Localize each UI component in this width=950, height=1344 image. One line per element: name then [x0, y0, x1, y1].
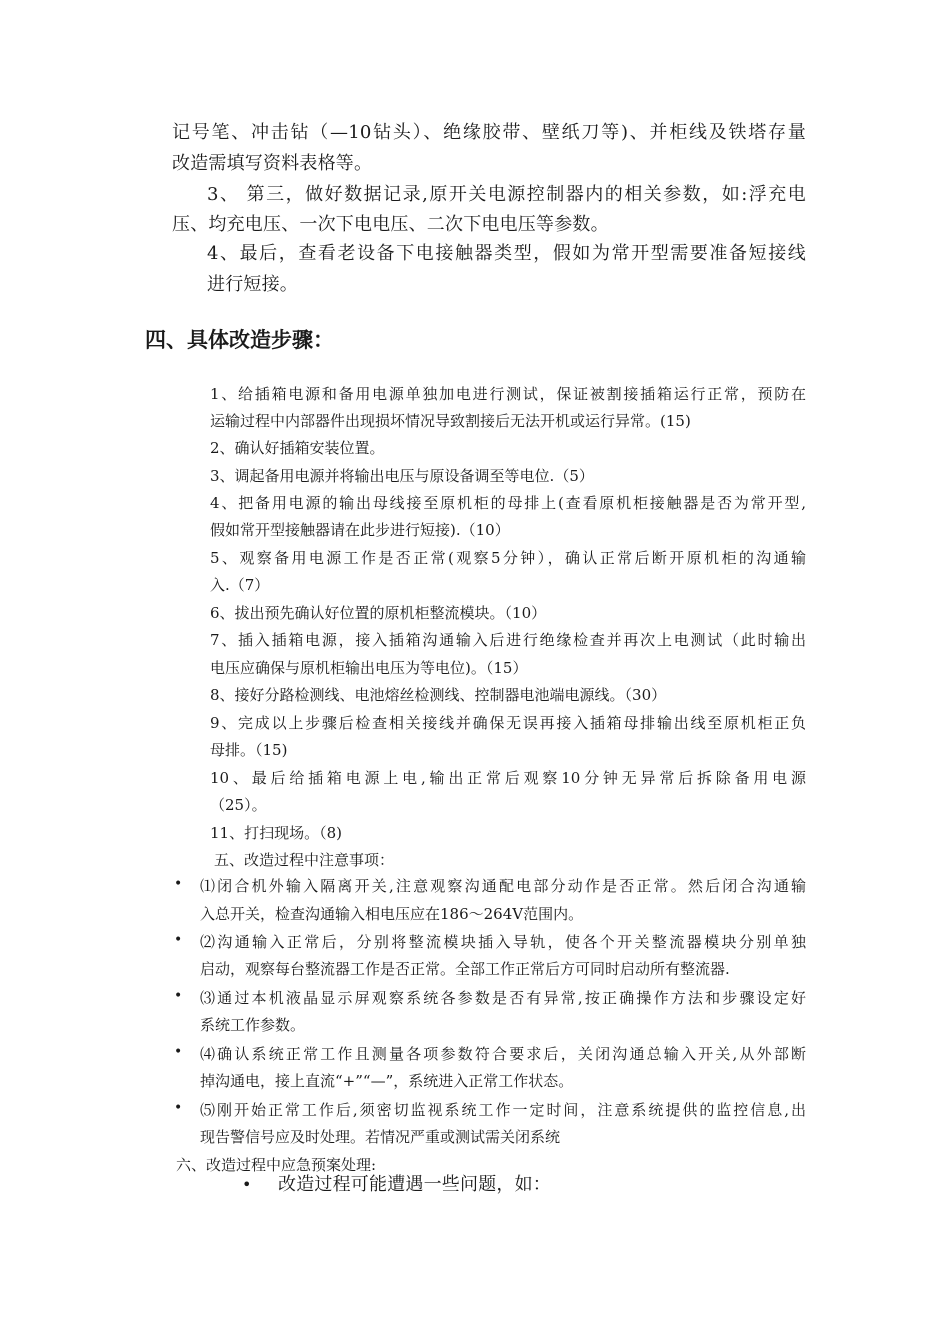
step-line: 10、最后给插箱电源上电,输出正常后观察10分钟无异常后拆除备用电源 — [210, 769, 806, 787]
caution-line: 启动，观察每台整流器工作是否正常。全部工作正常后方可同时启动所有整流器. — [200, 960, 730, 978]
caution-line: ⑵沟通输入正常后，分别将整流模块插入导轨，使各个开关整流器模块分别单独 — [200, 933, 806, 951]
bullet-icon: • — [174, 1044, 183, 1060]
section-4-heading: 四、具体改造步骤： — [145, 328, 334, 352]
step-line: 7、插入插箱电源，接入插箱沟通输入后进行绝缘检查并再次上电测试（此时输出 — [210, 631, 806, 649]
step-line: 假如常开型接触器请在此步进行短接).（10） — [210, 521, 510, 539]
bullet-icon: • — [174, 876, 183, 892]
caution-line: ⑷确认系统正常工作且测量各项参数符合要求后，关闭沟通总输入开关,从外部断 — [200, 1045, 806, 1063]
item-4-line-2: 进行短接。 — [207, 274, 298, 295]
step-line: 母排。（15) — [210, 741, 288, 759]
caution-line: 系统工作参数。 — [200, 1016, 306, 1034]
section-6-heading: 六、改造过程中应急预案处理: — [176, 1156, 377, 1174]
materials-line-1: 记号笔、冲击钻（—10钻头）、绝缘胶带、壁纸刀等)、并柜线及铁塔存量 — [172, 122, 806, 143]
item-4-line-1: 4、最后，查看老设备下电接触器类型，假如为常开型需要准备短接线 — [207, 243, 806, 264]
step-line: 电压应确保与原机柜输出电压为等电位)。（15） — [210, 659, 528, 677]
caution-line: ⑶通过本机液晶显示屏观察系统各参数是否有异常,按正确操作方法和步骤设定好 — [200, 989, 806, 1007]
bullet-icon: • — [174, 1100, 183, 1116]
bullet-icon: • — [174, 932, 183, 948]
caution-line: 入总开关，检查沟通输入相电压应在186～264V范围内。 — [200, 905, 584, 923]
step-line: 1、给插箱电源和备用电源单独加电进行测试，保证被割接插箱运行正常，预防在 — [210, 385, 806, 403]
step-line: 3、调起备用电源并将输出电压与原设备调至等电位.（5） — [210, 467, 594, 485]
bullet-icon: • — [174, 988, 183, 1004]
bullet-icon: • — [242, 1175, 252, 1194]
step-line: （25）。 — [210, 796, 267, 814]
caution-line: 掉沟通电，接上直流“+”“—”，系统进入正常工作状态。 — [200, 1072, 574, 1090]
step-line: 5、观察备用电源工作是否正常(观察5分钟），确认正常后断开原机柜的沟通输 — [210, 549, 806, 567]
materials-line-2: 改造需填写资料表格等。 — [172, 153, 373, 174]
step-line: 入.（7） — [210, 576, 270, 594]
step-line: 11、打扫现场。（8) — [210, 824, 342, 842]
contingency-item: 改造过程可能遭遇一些问题，如： — [278, 1174, 551, 1195]
step-line: 2、确认好插箱安装位置。 — [210, 439, 385, 457]
step-line: 8、接好分路检测线、电池熔丝检测线、控制器电池端电源线。（30） — [210, 686, 667, 704]
step-line: 运输过程中内部器件出现损坏情况导致割接后无法开机或运行异常。(15) — [210, 412, 691, 430]
step-line: 6、拔出预先确认好位置的原机柜整流模块。（10） — [210, 604, 547, 622]
caution-line: ⑸刚开始正常工作后,须密切监视系统工作一定时间，注意系统提供的监控信息,出 — [200, 1101, 806, 1119]
item-3-line-2: 压、均充电压、一次下电电压、二次下电电压等参数。 — [172, 214, 609, 235]
step-line: 4、把备用电源的输出母线接至原机柜的母排上(查看原机柜接触器是否为常开型, — [210, 494, 806, 512]
item-3-line-1: 3、 第三，做好数据记录,原开关电源控制器内的相关参数，如:浮充电 — [207, 184, 806, 205]
step-line: 9、完成以上步骤后检查相关接线并确保无误再接入插箱母排输出线至原机柜正负 — [210, 714, 806, 732]
caution-line: 现告警信号应及时处理。若情况严重或测试需关闭系统 — [200, 1128, 561, 1146]
section-5-heading: 五、改造过程中注意事项： — [214, 851, 395, 869]
caution-line: ⑴闭合机外输入隔离开关,注意观察沟通配电部分动作是否正常。然后闭合沟通输 — [200, 877, 806, 895]
